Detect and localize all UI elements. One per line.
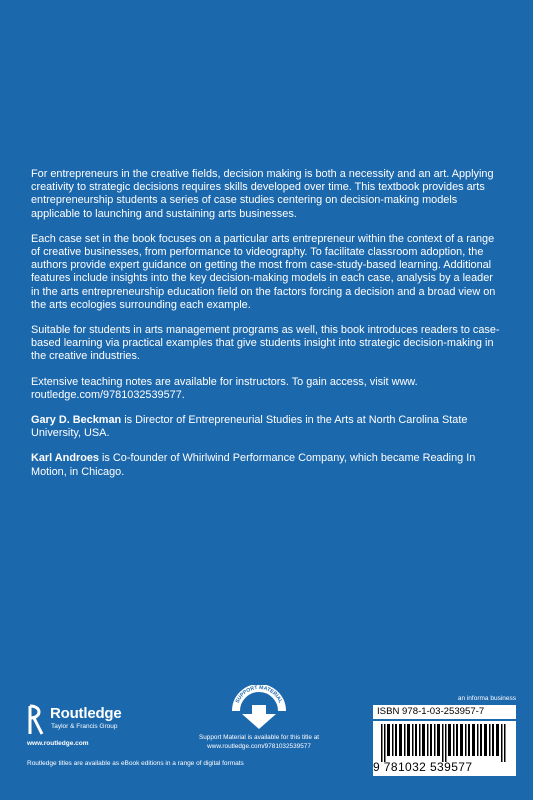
description-paragraph: Suitable for students in arts management programs as well, this book introduces readers to case-based learning via practical examples that give students insight into strategic decision-making in the creative industries. [31,324,500,363]
support-material-text [190,733,328,751]
author-name: Gary D. Beckman [31,414,122,427]
publisher-group: Taylor & Francis Group [51,723,118,730]
cover-description [31,168,503,491]
ebook-footer: Routledge titles are available as eBook editions in a range of digital formats [27,760,244,767]
barcode-area [373,695,520,776]
publisher-logo [27,703,167,749]
author-bio [31,414,503,440]
publisher-name: Routledge [50,705,122,722]
author-bio-text: is Director of Entrepreneurial Studies in the Arts at North Carolina State University, USA. [31,414,468,440]
barcode [373,721,516,776]
support-material-download-icon [228,685,290,731]
author-name: Karl Androes [31,452,99,465]
svg-text:SUPPORT MATERIAL: SUPPORT MATERIAL [234,685,284,705]
informa-label: an informa business [457,695,516,702]
barcode-digits: 9 781032 539577 [373,760,473,774]
description-paragraph: For entrepreneurs in the creative fields, decision making is both a necessity and an art. Applying creativity to strategic decisions requires skills developed over time. This textbook provides arts entrepreneurship students a series of case studies centering on decision-making models applicable to launching and sustaining arts businesses. [31,168,494,220]
author-bio [31,452,503,478]
isbn-label: ISBN 978-1-03-253957-7 [373,705,516,719]
support-material [190,685,328,755]
support-line: Support Material is available for this title at [198,734,320,741]
author-bio-text: is Co-founder of Whirlwind Performance Company, which became Reading In Motion, in Chicago. [31,452,476,478]
description-paragraph: Each case set in the book focuses on a particular arts entrepreneur within the context of a range of creative businesses, from performance to videography. To facilitate classroom adoption, the authors provide expert guidance on getting the most from case-study-based learning. Additional features include insights into the key decision-making models in each case, analysis by a leader in the arts entrepreneurship education field on the factors forcing a decision and a broad view on the arts ecologies surrounding each example. [31,232,496,311]
publisher-url: www.routledge.com [27,740,89,747]
support-url: www.routledge.com/9781032539577 [207,743,311,750]
teaching-notes-paragraph: Extensive teaching notes are available for instructors. To gain access, visit www. routledge.com/9781032539577. [31,375,418,401]
routledge-r-logo-icon [27,703,45,737]
barcode-bars-icon [381,724,511,762]
